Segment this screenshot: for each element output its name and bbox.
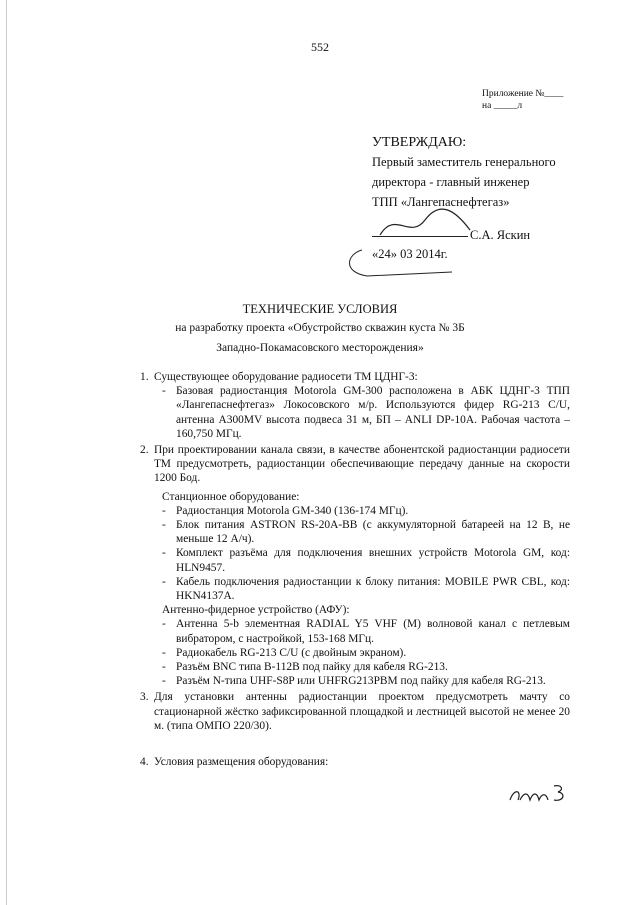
dash-mark: - xyxy=(162,385,166,398)
list-subitem xyxy=(140,518,570,546)
subitem-text: Радиокабель RG-213 C/U (с двойным экраном). xyxy=(176,646,407,659)
dash-mark: - xyxy=(162,575,166,588)
dash-mark: - xyxy=(162,646,166,659)
approval-line1: Первый заместитель генерального xyxy=(372,155,556,169)
dash-mark: - xyxy=(162,547,166,560)
list-subitem xyxy=(140,575,570,603)
list-subitem xyxy=(140,384,570,441)
list-subitem xyxy=(140,504,570,518)
approver-name: С.А. Яскин xyxy=(470,228,531,242)
scan-edge xyxy=(6,0,7,905)
conditions-list xyxy=(140,370,570,769)
item-number: 4. xyxy=(140,756,149,769)
subitem-text: Разъём N-типа UHF-S8P или UHFRG213PBM под пайку для кабеля RG-213. xyxy=(176,675,546,688)
item-number: 3. xyxy=(140,691,149,704)
subitem-text: Кабель подключения радиостанции к блоку питания: MOBILE PWR CBL, код: HKN4137A. xyxy=(176,575,570,603)
list-subitem xyxy=(140,617,570,645)
doc-subtitle-2: Западно-Покамасовского месторождения» xyxy=(216,342,424,354)
item-number: 1. xyxy=(140,371,149,383)
subsection-label: Станционное оборудование: xyxy=(162,490,300,503)
subsection-label: Антенно-фидерное устройство (АФУ): xyxy=(162,604,350,617)
item-text: Для установки антенны радиостанции проектом предусмотреть мачту со стационарной жёстко зафиксированной площадкой и лестницей высотой не менее 20 м. (типа ОМПО 220/30). xyxy=(154,691,570,732)
item-number: 2. xyxy=(140,444,149,457)
dash-mark: - xyxy=(162,618,166,631)
list-item xyxy=(140,370,570,384)
list-subitem xyxy=(140,546,570,574)
item-text: Существующее оборудование радиосети ТМ ЦДНГ-3: xyxy=(154,371,418,383)
item-text: При проектировании канала связи, в качестве абонентской радиостанции радиосети ТМ предусмотреть, радиостанции обеспечивающие передачу данные на скорости 1200 Бод. xyxy=(154,444,570,485)
sheet-number-handwritten xyxy=(506,778,576,808)
subitem-text: Комплект разъёма для подключения внешних устройств Motorola GM, код: HLN9457. xyxy=(176,547,570,574)
page-number: 552 xyxy=(311,40,329,54)
dash-mark: - xyxy=(162,675,166,688)
dash-mark: - xyxy=(162,504,166,517)
doc-subtitle-1: на разработку проекта «Обустройство скважин куста № 3Б xyxy=(175,322,465,334)
approval-date: «24» 03 2014г. xyxy=(372,247,448,261)
subitem-text: Радиостанция Motorola GM-340 (136-174 МГц). xyxy=(176,504,409,517)
subitem-text: Блок питания ASTRON RS-20A-BB (с аккумуляторной батареей на 12 В, не меньше 12 А/ч). xyxy=(176,519,570,546)
list-subitem xyxy=(140,674,570,688)
item-text: Условия размещения оборудования: xyxy=(154,756,329,769)
subitem-text: Антенна 5-b элементная RADIAL Y5 VHF (M) волновой канал с петлевым вибратором, с настройкой, 153-168 МГц. xyxy=(176,618,570,645)
list-item xyxy=(140,443,570,486)
approval-title: УТВЕРЖДАЮ: xyxy=(372,135,467,150)
list-item xyxy=(140,755,570,769)
list-subitem xyxy=(140,660,570,674)
attachment-sheets: на _____л xyxy=(482,101,523,111)
attachment-number: Приложение №____ xyxy=(482,89,564,99)
subitem-text: Базовая радиостанция Motorola GM-300 расположена в АБК ЦДНГ-3 ТПП «Лангепаснефтегаз» Локосовского м/р. Используются фидер RG-213 C/U, антенна A300MV высота подвеса 31 м, БП – ANLI DP-10A. Рабочая частота – 160,750 МГц. xyxy=(176,385,570,440)
dash-mark: - xyxy=(162,661,166,674)
signature-mark xyxy=(375,205,475,245)
approval-line2: директора - главный инженер xyxy=(372,175,530,189)
doc-title: ТЕХНИЧЕСКИЕ УСЛОВИЯ xyxy=(242,302,398,316)
approval-line3: ТПП «Лангепаснефтегаз» xyxy=(372,195,510,209)
subitem-text: Разъём BNC типа B-112B под пайку для кабеля RG-213. xyxy=(176,661,448,674)
dash-mark: - xyxy=(162,519,166,532)
list-item xyxy=(140,690,570,733)
list-subitem xyxy=(140,646,570,660)
